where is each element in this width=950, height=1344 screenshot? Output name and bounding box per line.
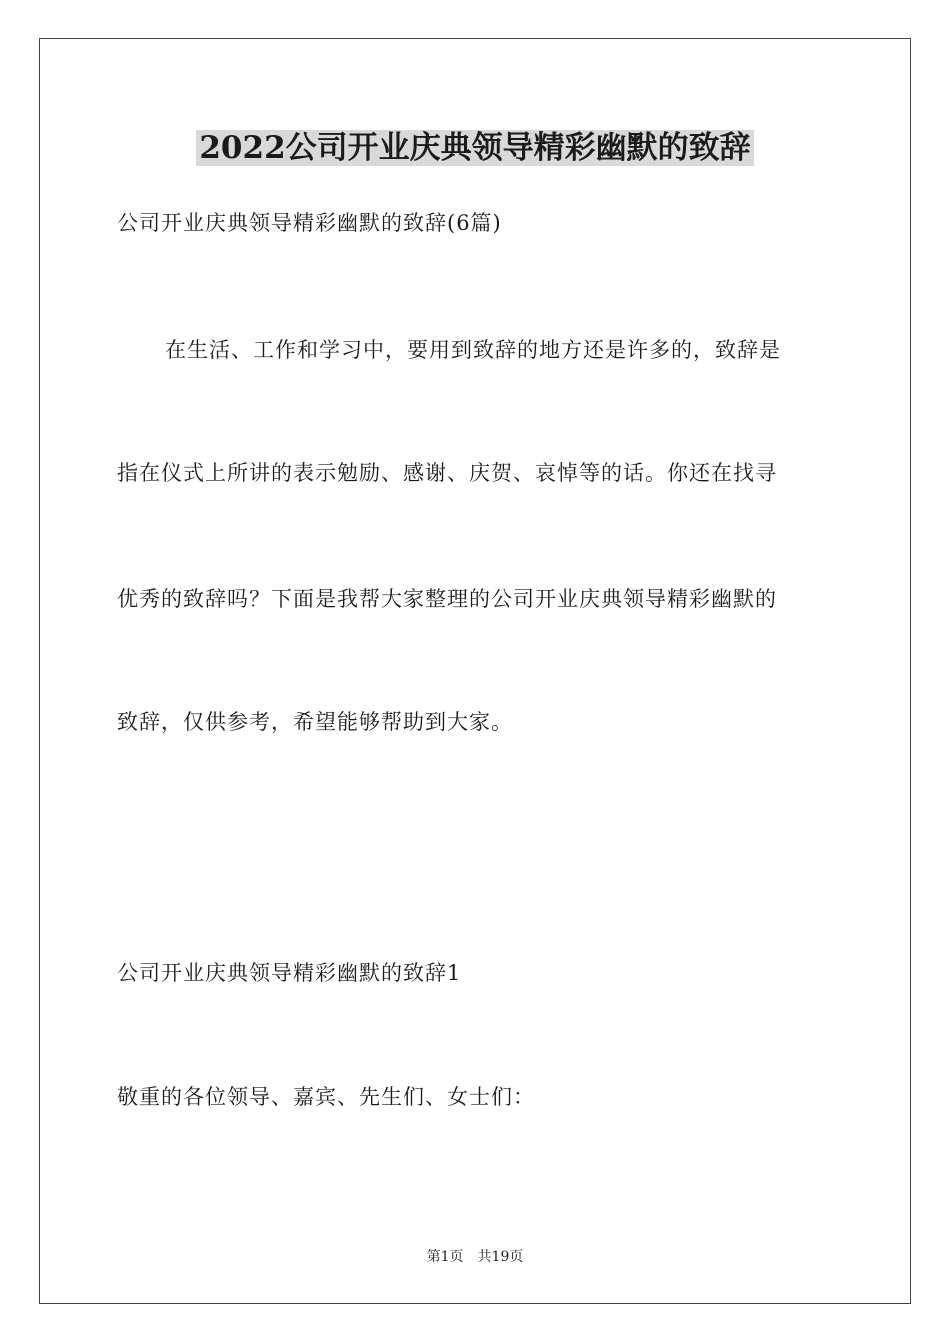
paragraph-line-3: 优秀的致辞吗？下面是我帮大家整理的公司开业庆典领导精彩幽默的 — [117, 587, 777, 611]
page-number: 第1页 — [426, 1249, 464, 1265]
document-title-text: 2022公司开业庆典领导精彩幽默的致辞 — [196, 130, 753, 166]
page-footer — [0, 1247, 950, 1267]
document-subtitle: 公司开业庆典领导精彩幽默的致辞(6篇) — [117, 211, 502, 235]
paragraph-line-2: 指在仪式上所讲的表示勉励、感谢、庆贺、哀悼等的话。你还在找寻 — [117, 461, 777, 485]
document-title — [0, 126, 950, 170]
paragraph-line-1: 在生活、工作和学习中，要用到致辞的地方还是许多的，致辞是 — [165, 338, 781, 362]
page-total: 共19页 — [477, 1249, 524, 1265]
section-heading: 公司开业庆典领导精彩幽默的致辞1 — [117, 961, 462, 985]
paragraph-line-4: 致辞，仅供参考，希望能够帮助到大家。 — [117, 710, 513, 734]
greeting-line: 敬重的各位领导、嘉宾、先生们、女士们： — [117, 1085, 535, 1109]
